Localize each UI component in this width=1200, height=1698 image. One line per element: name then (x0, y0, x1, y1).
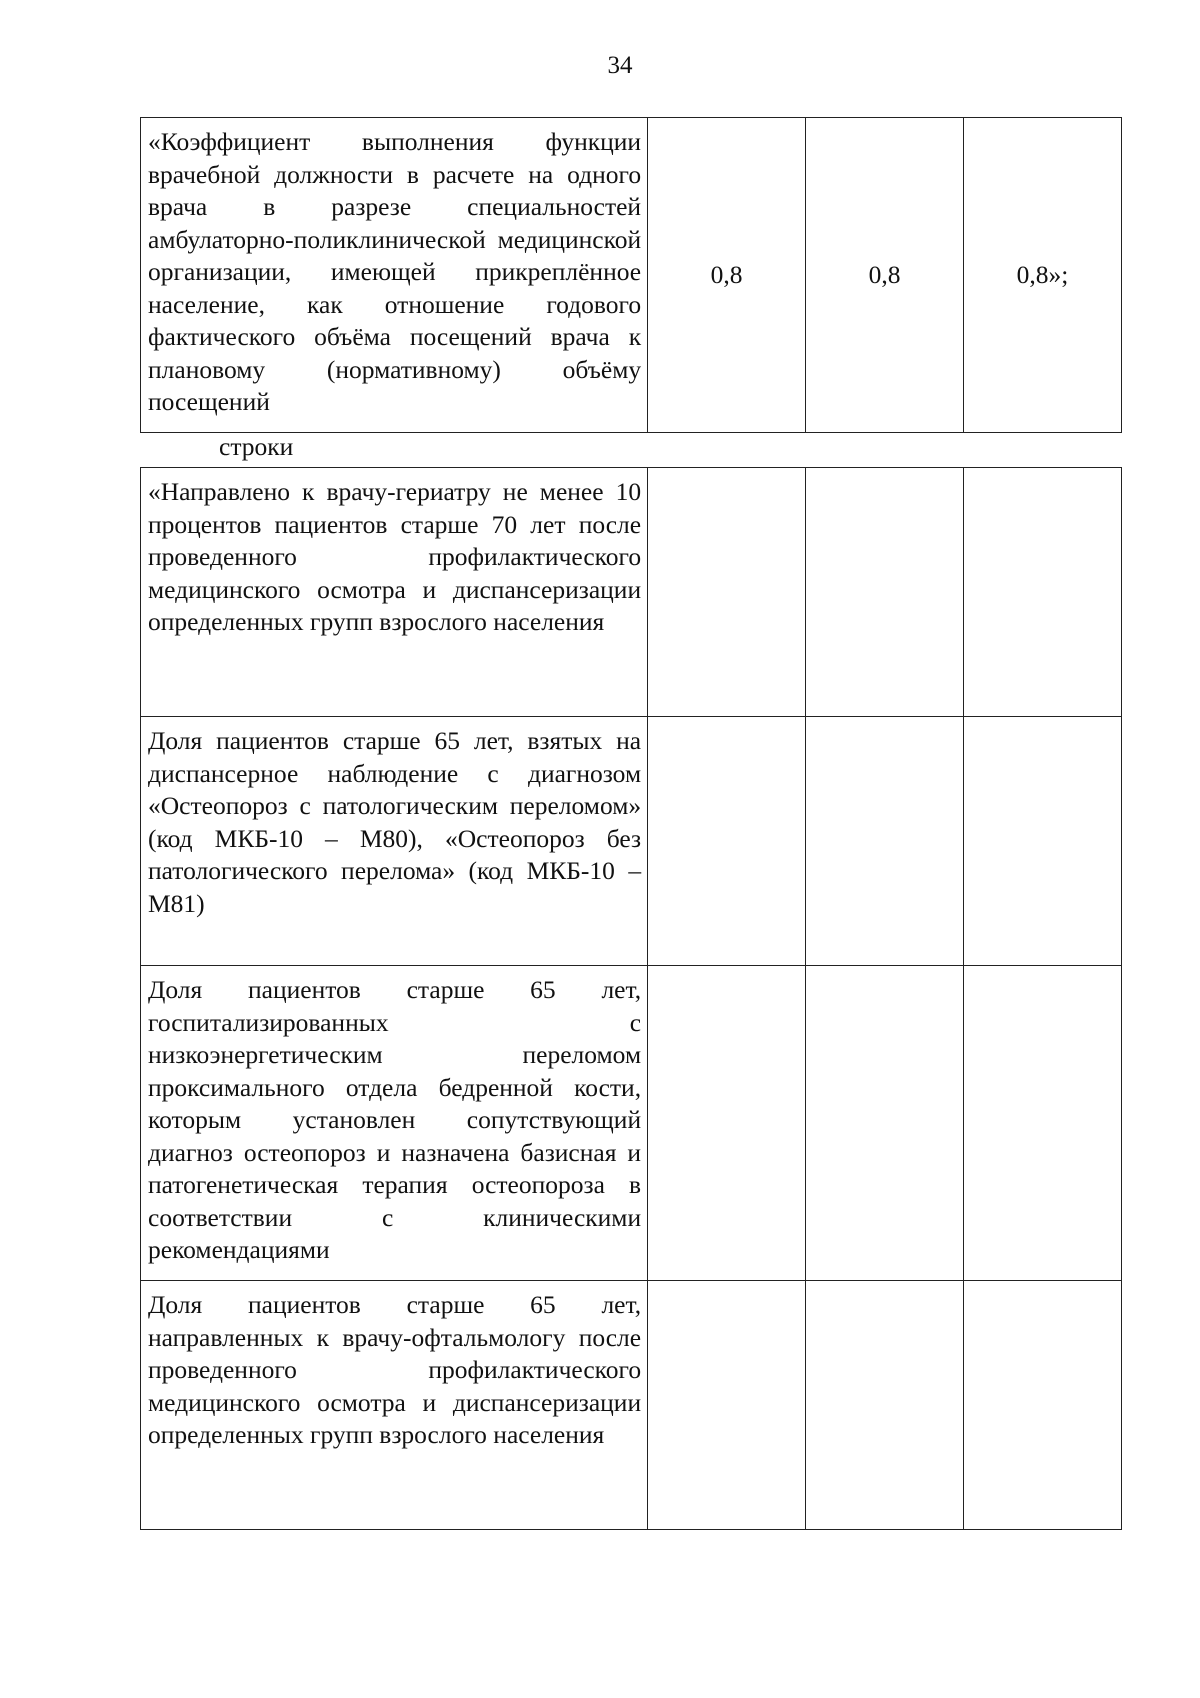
indicator-description: Доля пациентов старше 65 лет, направленных к врачу-офтальмологу после проведенного профилактического медицинского осмотра и диспансеризации определенных групп взрослого населения (141, 1281, 648, 1530)
indicator-value-2 (806, 966, 964, 1281)
indicator-value-1: 0,8 (648, 118, 806, 433)
indicator-value-3: 0,8»; (964, 118, 1122, 433)
indicator-value-3 (964, 966, 1122, 1281)
indicator-value-2: 0,8 (806, 118, 964, 433)
table-row (141, 118, 1122, 433)
table-row (141, 717, 1122, 966)
indicator-table-top (140, 117, 1122, 433)
indicator-value-2 (806, 717, 964, 966)
indicator-description: «Направлено к врачу-гериатру не менее 10 процентов пациентов старше 70 лет после проведенного профилактического медицинского осмотра и диспансеризации определенных групп взрослого населения (141, 468, 648, 717)
indicator-value-2 (806, 468, 964, 717)
indicator-value-2 (806, 1281, 964, 1530)
separator-text: строки (219, 432, 294, 461)
indicator-description: Доля пациентов старше 65 лет, госпитализированных с низкоэнергетическим переломом проксимального отдела бедренной кости, которым установлен сопутствующий диагноз остеопороз и назначена базисная и патогенетическая терапия остеопороза в соответствии с клиническими рекомендациями (141, 966, 648, 1281)
indicator-value-1 (648, 966, 806, 1281)
indicator-table-bottom (140, 467, 1122, 1530)
indicator-value-3 (964, 468, 1122, 717)
page-number: 34 (607, 52, 633, 79)
table-row (141, 1281, 1122, 1530)
indicator-description: «Коэффициент выполнения функции врачебной должности в расчете на одного врача в разрезе специальностей амбулаторно-поликлинической медицинской организации, имеющей прикреплённое население, как отношение годового фактического объёма посещений врача к плановому (нормативному) объёму посещений (141, 118, 648, 433)
table-row (141, 468, 1122, 717)
indicator-value-1 (648, 717, 806, 966)
table-row (141, 966, 1122, 1281)
indicator-value-3 (964, 717, 1122, 966)
indicator-description: Доля пациентов старше 65 лет, взятых на диспансерное наблюдение с диагнозом «Остеопороз с патологическим переломом» (код МКБ-10 – М80), «Остеопороз без патологического перелома» (код МКБ-10 – М81) (141, 717, 648, 966)
indicator-value-1 (648, 1281, 806, 1530)
indicator-value-1 (648, 468, 806, 717)
indicator-value-3 (964, 1281, 1122, 1530)
